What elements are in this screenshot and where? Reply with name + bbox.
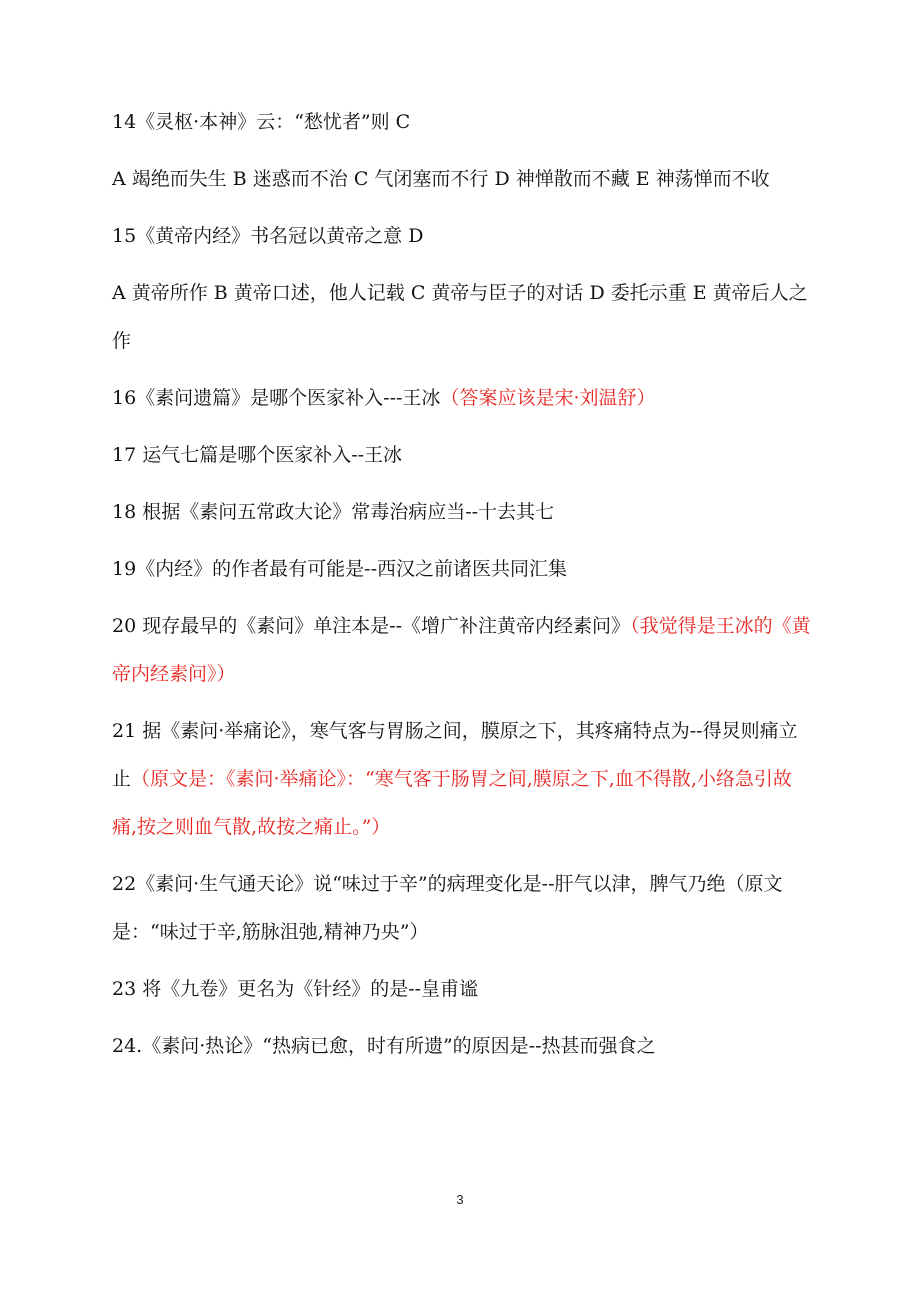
question-21: 21 据《素问·举痛论》，寒气客与胃肠之间，膜原之下，其疼痛特点为--得炅则痛立止（原文是：《素问·举痛论》：“寒气客于肠胃之间,膜原之下,血不得散,小络急引故痛,按之则血气散,故按之痛止。”） — [112, 720, 798, 838]
question-18: 18 根据《素问五常政大论》常毒治病应当--十去其七 — [112, 501, 555, 523]
question-16: 16《素问遗篇》是哪个医家补入---王冰（答案应该是宋·刘温舒） — [112, 387, 656, 409]
question-14: 14《灵枢·本神》云：“愁忧者”则 C — [112, 111, 411, 133]
question-22: 22《素问·生气通天论》说“味过于辛”的病理变化是--肝气以津，脾气乃绝（原文是：“味过于辛,筋脉沮弛,精神乃央”） — [112, 873, 783, 943]
options-15: A 黄帝所作 B 黄帝口述，他人记载 C 黄帝与臣子的对话 D 委托示重 E 黄帝后人之作 — [112, 282, 808, 352]
question-24: 24.《素问·热论》“热病已愈，时有所遗”的原因是--热甚而强食之 — [112, 1035, 656, 1057]
answer-note: （我觉得是王冰的《黄帝内经素问》） — [112, 615, 811, 685]
answer-note: （原文是：《素问·举痛论》：“寒气客于肠胃之间,膜原之下,血不得散,小络急引故痛,按之则血气散,故按之痛止。”） — [112, 768, 792, 838]
question-17: 17 运气七篇是哪个医家补入--王冰 — [112, 444, 403, 466]
options-14: A 竭绝而失生 B 迷惑而不治 C 气闭塞而不行 D 神惮散而不藏 E 神荡惮而不收 — [112, 168, 770, 190]
question-20: 20 现存最早的《素问》单注本是--《增广补注黄帝内经素问》（我觉得是王冰的《黄帝内经素问》） — [112, 615, 811, 685]
answer-note: （答案应该是宋·刘温舒） — [440, 387, 656, 409]
question-15: 15《黄帝内经》书名冠以黄帝之意 D — [112, 225, 424, 247]
question-19: 19《内经》的作者最有可能是--西汉之前诸医共同汇集 — [112, 558, 568, 580]
question-list — [112, 98, 812, 1079]
question-23: 23 将《九卷》更名为《针经》的是--皇甫谧 — [112, 978, 479, 1000]
page-number: 3 — [456, 1192, 464, 1207]
